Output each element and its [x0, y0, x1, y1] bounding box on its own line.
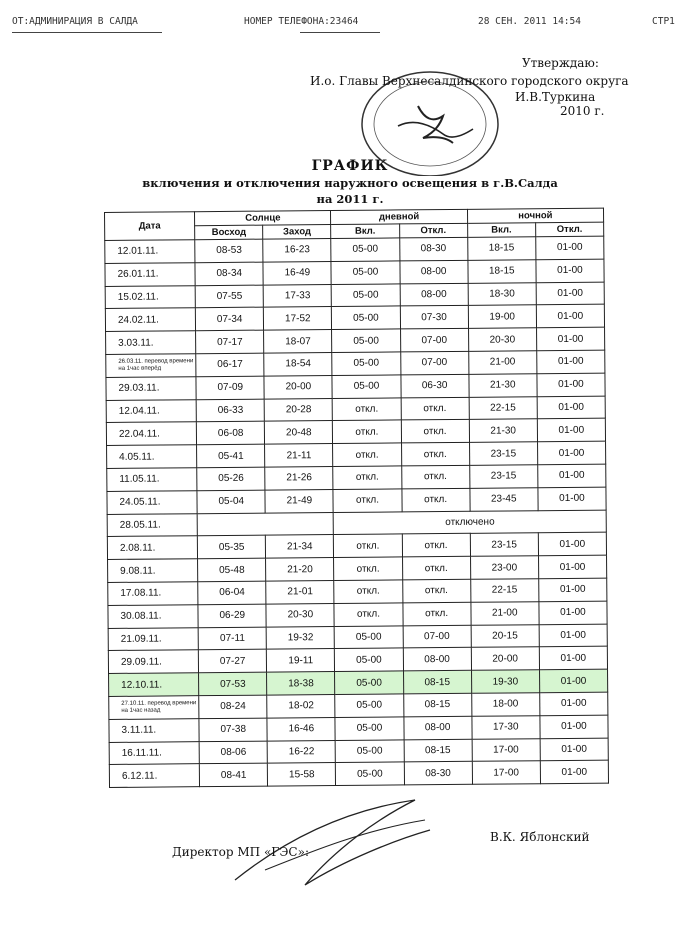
- approve-name: И.В.Туркина: [515, 90, 596, 104]
- cell-d-off: откл.: [402, 602, 470, 625]
- header-sun: Солнце: [195, 211, 331, 226]
- cell-d-off: 08-00: [399, 260, 467, 283]
- cell-rise: 07-09: [196, 376, 264, 399]
- cell-set: 18-07: [264, 330, 332, 353]
- fax-phone: НОМЕР ТЕЛЕФОНА:23464: [244, 16, 359, 27]
- cell-d-off: 08-00: [403, 716, 471, 739]
- cell-d-on: откл.: [333, 466, 401, 489]
- cell-n-off: 01-00: [536, 305, 604, 328]
- cell-n-on: 21-30: [469, 419, 537, 442]
- cell-d-on: откл.: [333, 489, 401, 512]
- cell-n-on: 23-15: [469, 442, 537, 465]
- cell-d-on: откл.: [334, 534, 402, 557]
- cell-n-on: 22-15: [469, 396, 537, 419]
- cell-date: 28.05.11.: [107, 513, 197, 537]
- cell-date: 3.11.11.: [109, 718, 199, 742]
- cell-d-on: 05-00: [331, 238, 399, 261]
- cell-n-off: 01-00: [540, 715, 608, 738]
- cell-n-on: 18-15: [468, 260, 536, 283]
- cell-set: 20-30: [266, 603, 334, 626]
- cell-date: 26.03.11. перевод времени на 1час вперёд: [106, 354, 196, 378]
- schedule-body: [105, 236, 609, 787]
- cell-set: 16-46: [267, 717, 335, 740]
- cell-n-on: 20-30: [468, 328, 536, 351]
- cell-d-on: 05-00: [332, 306, 400, 329]
- header-night-off: Откл.: [535, 222, 603, 237]
- cell-d-off: 07-30: [400, 306, 468, 329]
- cell-set: 21-49: [265, 489, 333, 512]
- cell-rise: 06-08: [197, 421, 265, 444]
- cell-set: 18-54: [264, 352, 332, 375]
- cell-set: 21-26: [265, 466, 333, 489]
- cell-d-off: откл.: [401, 488, 469, 511]
- cell-n-on: 21-00: [468, 351, 536, 374]
- cell-d-off: 08-15: [403, 693, 471, 716]
- cell-date: 24.05.11.: [107, 490, 197, 514]
- schedule-table: [104, 208, 609, 788]
- cell-rise: 07-17: [196, 330, 264, 353]
- cell-n-off: 01-00: [538, 487, 606, 510]
- cell-rise: 05-35: [198, 535, 266, 558]
- cell-n-off: 01-00: [540, 760, 608, 783]
- cell-set: 17-33: [263, 284, 331, 307]
- cell-d-off: откл.: [401, 420, 469, 443]
- cell-rise: 08-41: [199, 763, 267, 786]
- cell-n-off: 01-00: [539, 578, 607, 601]
- cell-d-on: откл.: [334, 557, 402, 580]
- cell-rise: 08-06: [199, 741, 267, 764]
- cell-rise: 06-17: [196, 353, 264, 376]
- cell-d-on: 05-00: [336, 739, 404, 762]
- cell-d-off: 08-15: [404, 739, 472, 762]
- cell-n-off: 01-00: [539, 624, 607, 647]
- cell-empty: [197, 512, 333, 536]
- cell-d-on: 05-00: [335, 717, 403, 740]
- cell-n-on: 23-00: [470, 556, 538, 579]
- cell-n-on: 17-00: [472, 761, 540, 784]
- cell-d-on: откл.: [333, 420, 401, 443]
- cell-date: 26.01.11.: [105, 263, 195, 287]
- cell-date: 3.03.11.: [106, 331, 196, 355]
- header-date: Дата: [105, 212, 195, 241]
- cell-set: 19-11: [267, 649, 335, 672]
- cell-rise: 06-04: [198, 581, 266, 604]
- cell-n-on: 23-15: [469, 465, 537, 488]
- cell-off-label: отключено: [334, 510, 607, 535]
- fax-underline-2: [300, 32, 380, 33]
- cell-date: 2.08.11.: [107, 536, 197, 560]
- cell-date: 22.04.11.: [106, 422, 196, 446]
- cell-d-on: откл.: [334, 603, 402, 626]
- cell-date: 16.11.11.: [109, 741, 199, 765]
- cell-n-off: 01-00: [537, 396, 605, 419]
- cell-rise: 07-38: [199, 718, 267, 741]
- cell-date: 15.02.11.: [105, 285, 195, 309]
- cell-date: 4.05.11.: [107, 445, 197, 469]
- cell-rise: 07-53: [199, 672, 267, 695]
- cell-d-off: 07-00: [400, 329, 468, 352]
- cell-rise: 07-55: [195, 285, 263, 308]
- cell-d-on: 05-00: [332, 352, 400, 375]
- cell-rise: 05-04: [197, 490, 265, 513]
- cell-n-on: 22-15: [470, 579, 538, 602]
- cell-n-off: 01-00: [537, 419, 605, 442]
- cell-d-off: откл.: [402, 556, 470, 579]
- header-night-on: Вкл.: [467, 223, 535, 238]
- cell-d-on: 05-00: [336, 762, 404, 785]
- cell-rise: 07-34: [196, 308, 264, 331]
- cell-n-on: 20-15: [471, 624, 539, 647]
- approve-year: 2010 г.: [560, 104, 605, 118]
- cell-d-on: 05-00: [335, 694, 403, 717]
- cell-n-on: 18-30: [468, 282, 536, 305]
- fax-underline: [12, 32, 162, 33]
- doc-title: ГРАФИК: [311, 158, 389, 174]
- cell-rise: 05-48: [198, 558, 266, 581]
- cell-n-off: 01-00: [539, 669, 607, 692]
- cell-n-off: 01-00: [537, 350, 605, 373]
- cell-n-off: 01-00: [536, 327, 604, 350]
- cell-date: 30.08.11.: [108, 604, 198, 628]
- cell-date: 11.05.11.: [107, 468, 197, 492]
- cell-d-on: 05-00: [335, 625, 403, 648]
- cell-n-on: 19-30: [471, 670, 539, 693]
- cell-d-off: 08-15: [403, 670, 471, 693]
- cell-n-off: 01-00: [537, 373, 605, 396]
- cell-set: 21-11: [265, 444, 333, 467]
- cell-n-off: 01-00: [536, 236, 604, 259]
- cell-d-on: откл.: [333, 443, 401, 466]
- table-row: [109, 760, 608, 787]
- cell-rise: 07-27: [198, 649, 266, 672]
- cell-n-on: 23-45: [470, 487, 538, 510]
- cell-n-on: 21-30: [469, 374, 537, 397]
- cell-set: 21-01: [266, 580, 334, 603]
- cell-date: 12.04.11.: [106, 399, 196, 423]
- cell-n-off: 01-00: [538, 555, 606, 578]
- cell-date: 29.09.11.: [108, 650, 198, 674]
- cell-d-on: откл.: [334, 580, 402, 603]
- cell-date: 6.12.11.: [109, 764, 199, 788]
- cell-n-off: 01-00: [540, 692, 608, 715]
- cell-d-off: откл.: [401, 397, 469, 420]
- cell-n-on: 20-00: [471, 647, 539, 670]
- cell-d-off: 07-00: [400, 351, 468, 374]
- cell-n-on: 18-15: [467, 237, 535, 260]
- approve-position: И.о. Главы Верхнесалдинского городского округа: [310, 74, 629, 88]
- cell-rise: 07-11: [198, 627, 266, 650]
- cell-set: 17-52: [264, 307, 332, 330]
- cell-set: 21-34: [266, 535, 334, 558]
- cell-n-off: 01-00: [537, 441, 605, 464]
- doc-subtitle: включения и отключения наружного освещения в г.В.Салда: [142, 176, 558, 190]
- cell-n-off: 01-00: [540, 738, 608, 761]
- header-day: дневной: [331, 209, 467, 224]
- cell-d-on: откл.: [333, 397, 401, 420]
- header-sunset: Заход: [263, 225, 331, 240]
- cell-date: 17.08.11.: [108, 582, 198, 606]
- cell-set: 20-00: [264, 375, 332, 398]
- cell-n-off: 01-00: [539, 646, 607, 669]
- cell-date: 9.08.11.: [108, 559, 198, 583]
- header-day-off: Откл.: [399, 223, 467, 238]
- cell-d-off: 08-30: [399, 237, 467, 260]
- cell-d-on: 05-00: [332, 284, 400, 307]
- cell-set: 15-58: [268, 763, 336, 786]
- header-day-on: Вкл.: [331, 224, 399, 239]
- cell-set: 18-38: [267, 672, 335, 695]
- cell-rise: 06-29: [198, 604, 266, 627]
- cell-date: 24.02.11.: [105, 308, 195, 332]
- cell-set: 16-22: [267, 740, 335, 763]
- cell-set: 20-28: [264, 398, 332, 421]
- cell-set: 16-23: [263, 239, 331, 262]
- approve-label: Утверждаю:: [522, 56, 599, 70]
- cell-rise: 05-41: [197, 444, 265, 467]
- fax-header: [12, 12, 688, 32]
- cell-n-on: 18-00: [471, 693, 539, 716]
- cell-set: 21-20: [266, 558, 334, 581]
- header-sunrise: Восход: [195, 225, 263, 240]
- cell-n-on: 23-15: [470, 533, 538, 556]
- cell-d-off: откл.: [402, 579, 470, 602]
- fax-date: 28 СЕН. 2011 14:54: [478, 16, 581, 27]
- cell-d-off: откл.: [402, 534, 470, 557]
- cell-date: 29.03.11.: [106, 376, 196, 400]
- header-night: ночной: [467, 208, 603, 223]
- cell-d-off: откл.: [401, 442, 469, 465]
- cell-set: 19-32: [266, 626, 334, 649]
- cell-d-off: 08-00: [400, 283, 468, 306]
- fax-page: СТР1: [652, 16, 675, 27]
- cell-n-off: 01-00: [536, 259, 604, 282]
- cell-n-on: 19-00: [468, 305, 536, 328]
- cell-date: 12.01.11.: [105, 240, 195, 264]
- doc-year: на 2011 г.: [316, 192, 384, 206]
- cell-rise: 08-24: [199, 695, 267, 718]
- cell-d-on: 05-00: [332, 375, 400, 398]
- cell-n-off: 01-00: [539, 601, 607, 624]
- signature-name: В.К. Яблонский: [490, 830, 590, 844]
- cell-set: 20-48: [265, 421, 333, 444]
- cell-rise: 05-26: [197, 467, 265, 490]
- cell-n-on: 17-00: [472, 738, 540, 761]
- cell-rise: 06-33: [196, 399, 264, 422]
- cell-n-on: 17-30: [472, 715, 540, 738]
- cell-d-on: 05-00: [332, 329, 400, 352]
- cell-n-on: 21-00: [471, 601, 539, 624]
- cell-set: 18-02: [267, 694, 335, 717]
- cell-date: 21.09.11.: [108, 627, 198, 651]
- cell-d-on: 05-00: [331, 261, 399, 284]
- cell-date: 27.10.11. перевод времени на 1час назад: [109, 696, 199, 720]
- cell-d-off: откл.: [401, 465, 469, 488]
- cell-rise: 08-53: [195, 239, 263, 262]
- cell-rise: 08-34: [195, 262, 263, 285]
- cell-d-off: 06-30: [400, 374, 468, 397]
- cell-n-off: 01-00: [536, 282, 604, 305]
- cell-d-on: 05-00: [335, 671, 403, 694]
- cell-n-off: 01-00: [538, 464, 606, 487]
- cell-n-off: 01-00: [538, 532, 606, 555]
- cell-set: 16-49: [263, 261, 331, 284]
- cell-d-off: 08-00: [403, 648, 471, 671]
- cell-d-off: 07-00: [403, 625, 471, 648]
- cell-date: 12.10.11.: [109, 673, 199, 697]
- fax-from: ОТ:АДМИНИРАЦИЯ В САЛДА: [12, 16, 138, 27]
- cell-d-off: 08-30: [404, 762, 472, 785]
- signature-position: Директор МП «ГЭС»:: [172, 845, 309, 859]
- cell-d-on: 05-00: [335, 648, 403, 671]
